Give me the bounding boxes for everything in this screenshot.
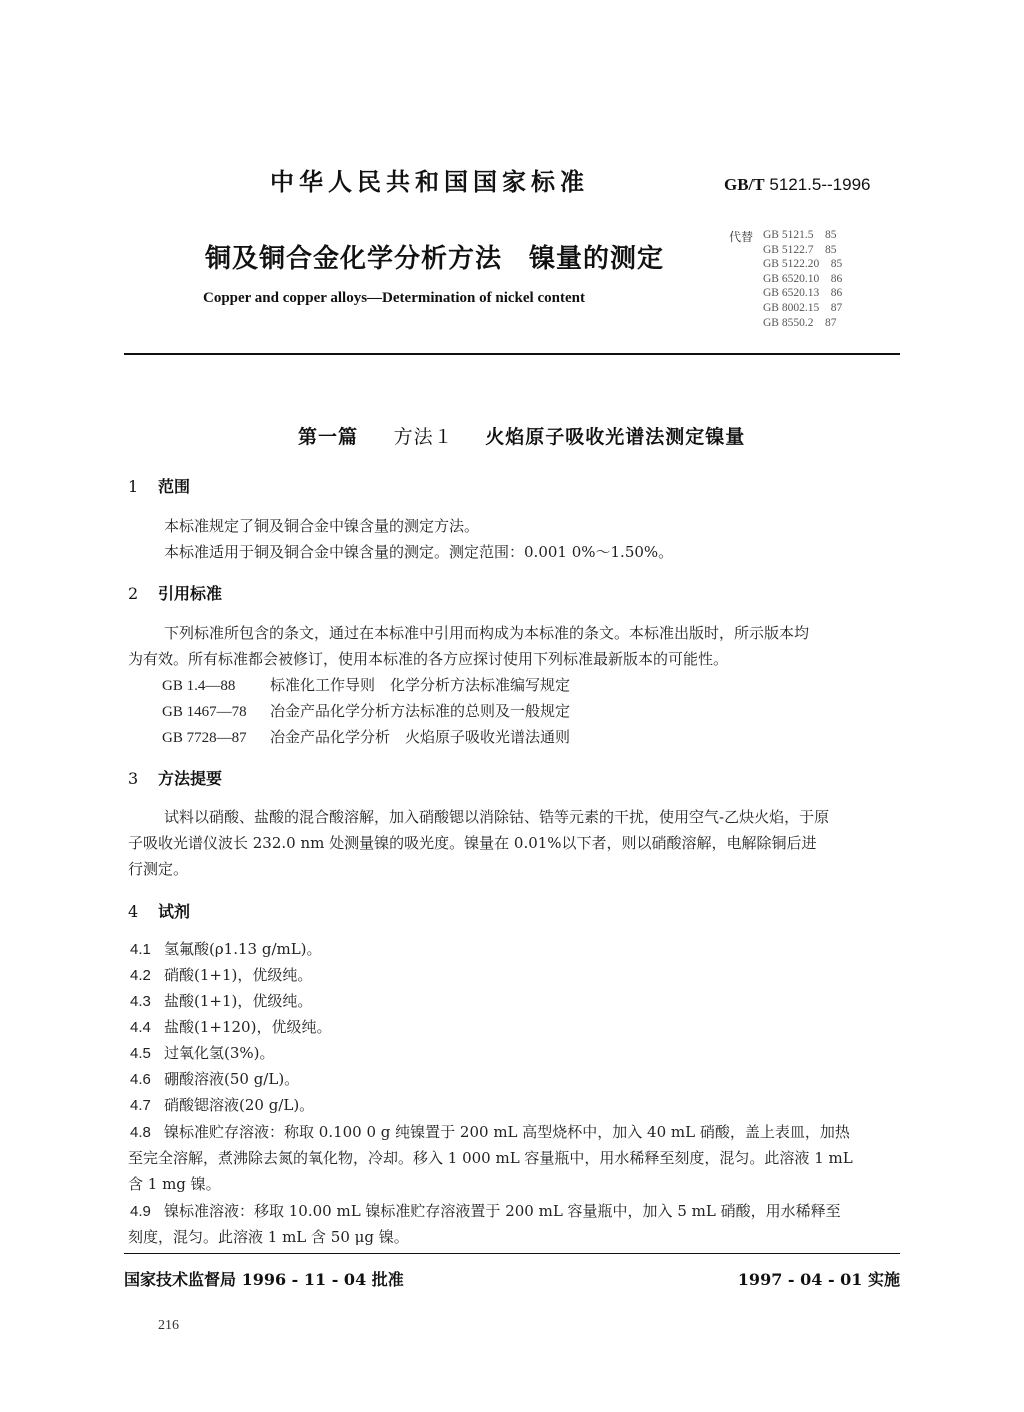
section-3-line: 子吸收光谱仪波长 232.0 nm 处测量镍的吸光度。镍量在 0.01%以下者，则以硝酸溶解，电解除铜后进 — [128, 834, 817, 852]
header-rule — [124, 353, 900, 355]
section-number: 1 — [128, 477, 139, 496]
reference-code: GB 1467—78 — [162, 704, 247, 720]
reagent-text: 过氧化氢(3%)。 — [164, 1044, 275, 1062]
section-2-line: 下列标准所包含的条文，通过在本标准中引用而构成为本标准的条文。本标准出版时，所示版本均 — [164, 624, 810, 642]
section-3-line: 试料以硝酸、盐酸的混合酸溶解，加入硝酸锶以消除钴、锆等元素的干扰，使用空气-乙炔火焰，于原 — [164, 808, 830, 826]
reagent-continuation: 含 1 mg 镍。 — [128, 1175, 221, 1193]
reagent-continuation: 刻度，混匀。此溶液 1 mL 含 50 μg 镍。 — [128, 1228, 409, 1246]
reagent-text: 硝酸锶溶液(20 g/L)。 — [164, 1096, 315, 1114]
section-heading-3 — [128, 766, 222, 789]
reference-item — [162, 674, 570, 695]
section-1-line: 本标准适用于铜及铜合金中镍含量的测定。测定范围：0.001 0%～1.50%。 — [164, 543, 674, 561]
national-standard-heading: 中华人民共和国国家标准 — [270, 167, 589, 196]
reagent-text: 氢氟酸(ρ1.13 g/mL)。 — [164, 940, 322, 958]
reagent-number: 4.5 — [130, 1045, 151, 1062]
reagent-text: 硝酸(1+1)，优级纯。 — [164, 966, 313, 984]
reagent-item — [130, 964, 312, 985]
part-title: 火焰原子吸收光谱法测定镍量 — [485, 426, 746, 448]
reagent-number: 4.4 — [130, 1019, 151, 1036]
part-label: 第一篇 — [298, 426, 359, 448]
reference-title: 冶金产品化学分析方法标准的总则及一般规定 — [270, 702, 571, 720]
page-number: 216 — [158, 1318, 179, 1333]
section-heading-1 — [128, 474, 190, 497]
replaces-item: GB 8002.15 87 — [763, 301, 843, 314]
standard-code — [724, 175, 871, 195]
reagent-text: 盐酸(1+1)，优级纯。 — [164, 992, 313, 1010]
reagent-item — [130, 1016, 331, 1037]
reagent-item — [130, 1121, 850, 1142]
method-label: 方法１ — [393, 426, 454, 448]
reference-title: 冶金产品化学分析 火焰原子吸收光谱法通则 — [270, 728, 571, 746]
reagent-text: 镍标准贮存溶液：称取 0.100 0 g 纯镍置于 200 mL 高型烧杯中，加入 40 mL 硝酸，盖上表皿，加热 — [164, 1123, 850, 1141]
reagent-number: 4.3 — [130, 993, 151, 1010]
reagent-item — [130, 1200, 841, 1221]
section-number: 2 — [128, 584, 139, 603]
replaces-item: GB 5121.5 85 — [763, 229, 837, 241]
approval-date: 国家技术监督局 1996 - 11 - 04 批准 — [124, 1270, 404, 1289]
reagent-item — [130, 1094, 314, 1115]
replaces-item: GB 5122.20 85 — [763, 258, 843, 271]
section-title: 范围 — [158, 477, 191, 496]
standard-code-prefix: GB/T — [724, 175, 765, 194]
reference-item — [162, 726, 570, 747]
replaces-item: GB 5122.7 85 — [763, 243, 837, 256]
reference-item — [162, 700, 570, 721]
standard-code-number: 5121.5--1996 — [769, 175, 871, 194]
effective-date: 1997 - 04 - 01 实施 — [737, 1270, 900, 1289]
section-title: 方法提要 — [158, 769, 223, 788]
section-title: 试剂 — [158, 902, 191, 921]
reagent-number: 4.1 — [130, 941, 151, 958]
reference-title: 标准化工作导则 化学分析方法标准编写规定 — [270, 676, 571, 694]
reagent-number: 4.9 — [130, 1203, 151, 1220]
title-english: Copper and copper alloys—Determination of nickel content — [203, 290, 585, 306]
reagent-number: 4.6 — [130, 1071, 151, 1088]
replaces-list — [763, 228, 842, 330]
section-2-line: 为有效。所有标准都会被修订，使用本标准的各方应探讨使用下列标准最新版本的可能性。 — [128, 650, 729, 668]
section-1-line: 本标准规定了铜及铜合金中镍含量的测定方法。 — [164, 517, 480, 535]
footer-rule — [124, 1253, 900, 1254]
part-heading — [298, 422, 745, 449]
reagent-text: 盐酸(1+120)，优级纯。 — [164, 1018, 332, 1036]
reagent-text: 镍标准溶液：移取 10.00 mL 镍标准贮存溶液置于 200 mL 容量瓶中，加入 5 mL 硝酸，用水稀释至 — [164, 1202, 841, 1220]
reagent-item — [130, 990, 312, 1011]
replaces-item: GB 8550.2 87 — [763, 316, 837, 329]
title-chinese: 铜及铜合金化学分析方法 镍量的测定 — [205, 244, 665, 274]
section-number: 4 — [128, 902, 139, 921]
reagent-item — [130, 1068, 299, 1089]
section-3-line: 行测定。 — [128, 860, 189, 878]
section-number: 3 — [128, 769, 139, 788]
reagent-continuation: 至完全溶解，煮沸除去氮的氧化物，冷却。移入 1 000 mL 容量瓶中，用水稀释至刻度，混匀。此溶液 1 mL — [128, 1149, 853, 1167]
reagent-text: 硼酸溶液(50 g/L)。 — [164, 1070, 300, 1088]
replaces-label: 代替 — [729, 230, 754, 244]
section-heading-2 — [128, 581, 222, 604]
reagent-number: 4.2 — [130, 967, 151, 984]
reference-code: GB 1.4—88 — [162, 678, 236, 694]
section-title: 引用标准 — [158, 584, 223, 603]
reagent-number: 4.7 — [130, 1097, 151, 1114]
replaces-item: GB 6520.10 86 — [763, 272, 843, 285]
reference-code: GB 7728—87 — [162, 730, 247, 746]
reagent-item — [130, 1042, 275, 1063]
reagent-item — [130, 938, 322, 959]
replaces-item: GB 6520.13 86 — [763, 287, 843, 300]
reagent-number: 4.8 — [130, 1124, 151, 1141]
section-heading-4 — [128, 899, 190, 922]
